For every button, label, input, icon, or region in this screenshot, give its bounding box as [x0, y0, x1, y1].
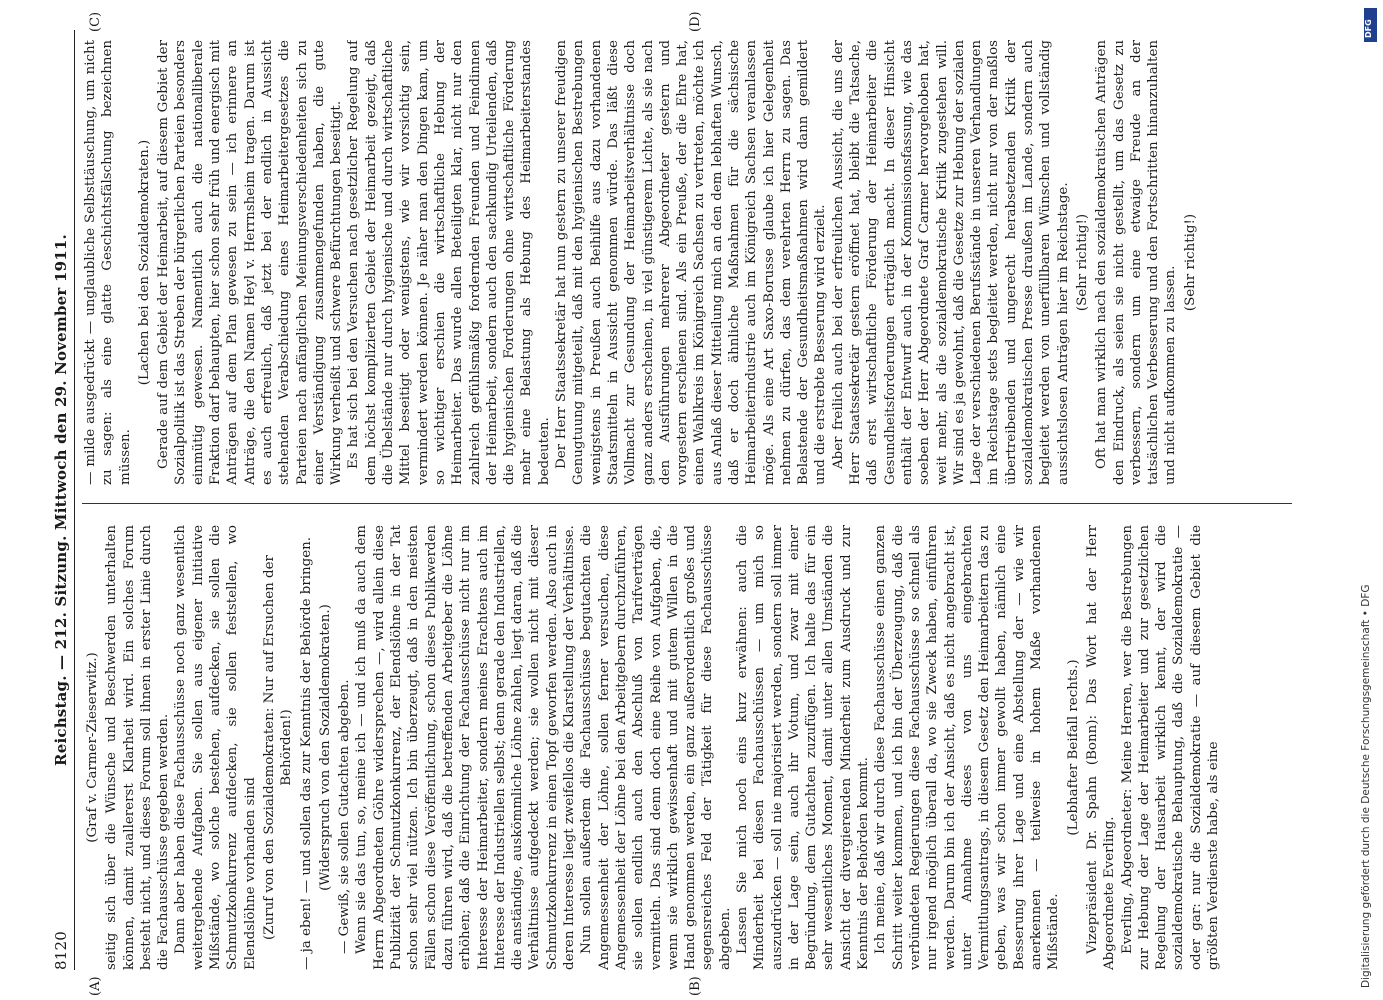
dfg-logo	[1364, 8, 1377, 42]
page-header	[48, 30, 75, 970]
paragraph: Gerade auf dem Gebiet der Heimarbeit, auf diesem Gebiet der Sozialpolitik ist das Streben der bürgerlichen Parteien besonders einmütig gewesen. Namentlich auch die nationalliberale Fraktion darf behaupten, hier schon sehr früh und energisch mit Anträgen auf dem Plan gewesen zu sein — ich erinnere an Anträge, die den Namen Heyl v. Herrnsheim tragen. Darum ist es auch erfreulich, daß jetzt bei der endlich in Aussicht stehenden Verabschiedung eines Heimarbeitergesetzes die Parteien nach anfänglichen Meinungsverschiedenheiten sich zu einer Verständigung zusammengefunden haben, die gute Wirkung verheißt und schwere Befürchtungen beseitigt.	[156, 40, 345, 485]
interjection: (Zuruf von den Sozialdemokraten: Nur auf Ersuchen der Behörden!)	[261, 555, 295, 940]
paragraph: — milde ausgedrückt — unglaubliche Selbsttäuschung, um nicht zu sagen: als eine glatte Geschichtsfälschung bezeichnen müssen.	[83, 40, 133, 485]
paragraph: Ich meine, daß wir durch diese Fachausschüsse einen ganzen Schritt weiter kommen, und ich bin der Überzeugung, daß die verbündeten Regierungen diese Fachausschüsse so schnell als nur irgend möglich überall da, wo sie Zweck haben, einführen werden. Darum bin ich der Ansicht, daß es nicht angebracht ist, unter Annahme dieses von uns eingebrachten Vermittlungsantrags, in diesem Gesetz den Heimarbeitern das zu geben, was wir schon immer gewollt haben, nämlich eine Besserung ihrer Lage und eine Abstellung der — wie wir anerkennen — teilweise in hohem Maße vorhandenen Mißstände.	[873, 525, 1062, 970]
margin-marker-a: (A)	[88, 976, 103, 996]
paragraph: Wenn sie das tun, so, meine ich — und ich muß da auch dem Herrn Abgeordneten Göhre widersprechen —, wird allein diese Publizität der Schmutzkonkurrenz, der Elendslöhne in der Tat schon sehr viel nützen. Ich bin überzeugt, daß in den meisten Fällen schon diese Veröffentlichung, schon dieses Publikwerden dazu führen wird, daß die betreffenden Arbeitgeber die Löhne erhöhen; daß die Einrichtung der Fachausschüsse nicht nur im Interesse der Heimarbeiter, sondern meines Erachtens auch im Interesse der Industriellen selbst; denn gerade den Industriellen, die anständige, auskömmliche Löhne zahlen, liegt daran, daß die Verhältnisse aufgedeckt werden; sie wollen nicht mit dieser Schmutzkonkurrenz in einen Topf geworfen werden. Also auch in deren Interesse liegt zweifellos die Klarstellung der Verhältnisse.	[354, 525, 578, 970]
interjection: (Sehr richtig!)	[1182, 213, 1198, 312]
paragraph: — Gewiß, sie sollen Gutachten abgeben.	[337, 679, 353, 954]
interjection: (Widerspruch von den Sozialdemokraten.)	[317, 604, 333, 891]
interjection: (Graf v. Carmer-Zieserwitz.)	[85, 652, 100, 843]
paragraph: — ja eben! — und sollen das zur Kenntnis der Behörde bringen.	[298, 536, 314, 970]
paragraph: Lassen Sie mich noch eins kurz erwähnen: auch die Minderheit bei diesen Fachausschüssen — um mich so auszudrücken — soll nie majorisiert werden, sondern soll immer in der Lage sein, auch ihr Votum, und zwar mit einer Begründung, dem Gutachten zuzufügen. Ich halte das für ein sehr wesentliches Moment, damit unter allen Umständen die Ansicht der divergierenden Minderheit zum Ausdruck und zur Kenntnis der Behörden kommt.	[734, 525, 872, 970]
paragraph: Es hat sich bei den Versuchen nach gesetzlicher Regelung auf dem höchst komplizierten Gebiet der Heimarbeit gezeigt, daß die Übelstände nur durch hygienische und durch wirtschaftliche Mittel beseitigt oder wenigstens, wie wir vorsichtig sein, vermindert werden können. Je näher man den Dingen kam, um so wichtiger erschien die wirtschaftliche Hebung der Heimarbeiter. Das wurde allen Beteiligten klar, nicht nur den zahlreich gefühlsmäßig fordernden Freunden und Feindinnen der Heimarbeit, sondern auch den sachkundig Urteilenden, daß die hygienischen Forderungen ohne wirtschaftliche Förderung mehr eine Belastung als Hebung des Heimarbeiterstandes bedeuten.	[346, 40, 552, 485]
paragraph: Everling, Abgeordneter: Meine Herren, wer die Bestrebungen zur Hebung der Lage der Heimarbeiter und zur gesetzlichen Regelung der Hausarbeit wirklich kennt, der wird die sozialdemokratische Behauptung, daß die Sozialdemokratie — oder gar: nur die Sozialdemokratie — auf diesem Gebiet die größten Verdienste habe, als eine	[1119, 525, 1221, 970]
right-text-column	[82, 40, 1322, 485]
paragraph: Der Herr Staatssekretär hat nun gestern zu unserer freudigen Genugtuung mitgeteilt, daß mit den hygienischen Bestrebungen wenigstens in Preußen auch Beihilfe aus dazu vorhandenen Staatsmitteln in Aussicht genommen würde. Das läßt diese Vollmacht zur Gesundung der Heimarbeitsverhältnisse doch ganz anders erscheinen, in viel günstigerem Lichte, als sie nach den Ausführungen mehrerer Abgeordneter gestern und vorgestern erschienen sind. Als ein Preuße, der die Ehre hat, einen Wahlkreis im Königreich Sachsen zu vertreten, möchte ich aus Anlaß dieser Mitteilung mich an den dem lebhaften Wunsch, daß er doch ähnliche Maßnahmen für die sächsische Heimarbeiterindustrie auch im Königreich Sachsen veranlassen möge. Als eine Art Saxo-Borusse glaube ich hier Gelegenheit nehmen zu dürfen, das dem verehrten Herrn zu sagen. Das Belastende der Gesundheitsmaßnahmen wird dann gemildert und die erstrebte Besserung wird erzielt.	[554, 40, 829, 485]
running-title: Reichstag. — 212. Sitzung. Mittwoch den 29. November 1911.	[52, 234, 70, 766]
paragraph: Vizepräsident Dr. Spahn (Bonn): Das Wort hat der Herr Abgeordnete Everling.	[1084, 525, 1118, 970]
paragraph: Nun sollen außerdem die Fachausschüsse begutachten die Angemessenheit der Löhne, sollen ferner versuchen, diese Angemessenheit der Löhne bei den Arbeitgebern durchzuführen, sie sollen endlich auch den Abschluß von Tarifverträgen vermitteln. Das sind denn doch eine Reihe von Aufgaben, die, wenn sie wirklich gewissenhaft und mit gutem Willen in die Hand genommen werden, ein ganz außerordentlich großes und segensreiches Feld der Tätigkeit für diese Fachausschüsse abgeben.	[579, 525, 733, 970]
dfg-logo-text: DFG	[1364, 19, 1373, 38]
interjection: (Lachen bei den Sozialdemokraten.)	[136, 139, 152, 386]
interjection: (Sehr richtig!)	[1074, 213, 1090, 312]
margin-marker-b: (B)	[688, 976, 703, 996]
paragraph: Aber freilich auch bei der erfreulichen Aussicht, die uns der Herr Staatssekretär gestern eröffnet hat, bleibt die Tatsache, daß erst wirtschaftliche Förderung der Heimarbeiter die Gesundheitsforderungen erträglich macht. In dieser Hinsicht enthält der Entwurf auch in der Kommissionsfassung, wie das soeben der Herr Abgeordnete Graf Carmer hervorgehoben hat, weit mehr, als die sozialdemokratische Kritik zugestehen will. Wir sind es ja gewohnt, daß die Gesetze zur Hebung der sozialen Lage der verschiedenen Berufsstände in unseren Verhandlungen im Reichstage stets begleitet werden, nicht nur von der maßlos übertreibenden und ungerecht herabsetzenden Kritik der sozialdemokratischen Presse draußen im Lande, sondern auch begleitet werden von unerfüllbaren Wünschen und vollständig aussichtslosen Anträgen hier im Reichstage.	[830, 40, 1071, 485]
paragraph: Dann aber haben diese Fachausschüsse noch ganz wesentlich weitergehende Aufgaben. Sie sollen aus eigener Initiative Mißstände, wo solche bestehen, aufdecken, sie sollen die Schmutzkonkurrenz aufdecken, sie sollen feststellen, wo Elendslöhne vorhanden sind	[173, 525, 258, 970]
digitization-credit	[1356, 8, 1378, 998]
paragraph: Oft hat man wirklich nach den sozialdemokratischen Anträgen den Eindruck, als seien sie nicht gestellt, um das Gesetz zu verbessern, sondern um eine etwaige Freude an der tatsächlichen Verbesserung und den Fortschritten hinanzuhalten und nicht aufkommen zu lassen.	[1094, 40, 1179, 485]
credit-text: Digitalisierung gefördert durch die Deutsche Forschungsgemeinschaft • DFG	[1360, 584, 1372, 988]
column-divider	[82, 503, 1292, 504]
interjection: (Lebhafter Beifall rechts.)	[1065, 659, 1081, 836]
paragraph: seitig sich über die Wünsche und Beschwerden unterhalten können, damit zuallererst Klarheit wird. Ein solches Forum besteht nicht, und dieses Forum soll ihnen in erster Linie durch die Fachausschüsse gegeben werden.	[104, 525, 172, 970]
document-page	[48, 11, 1338, 996]
margin-marker-d: (D)	[688, 11, 703, 32]
margin-marker-c: (C)	[88, 11, 103, 32]
page-number: 8120	[52, 931, 70, 970]
left-text-column	[82, 525, 1322, 970]
